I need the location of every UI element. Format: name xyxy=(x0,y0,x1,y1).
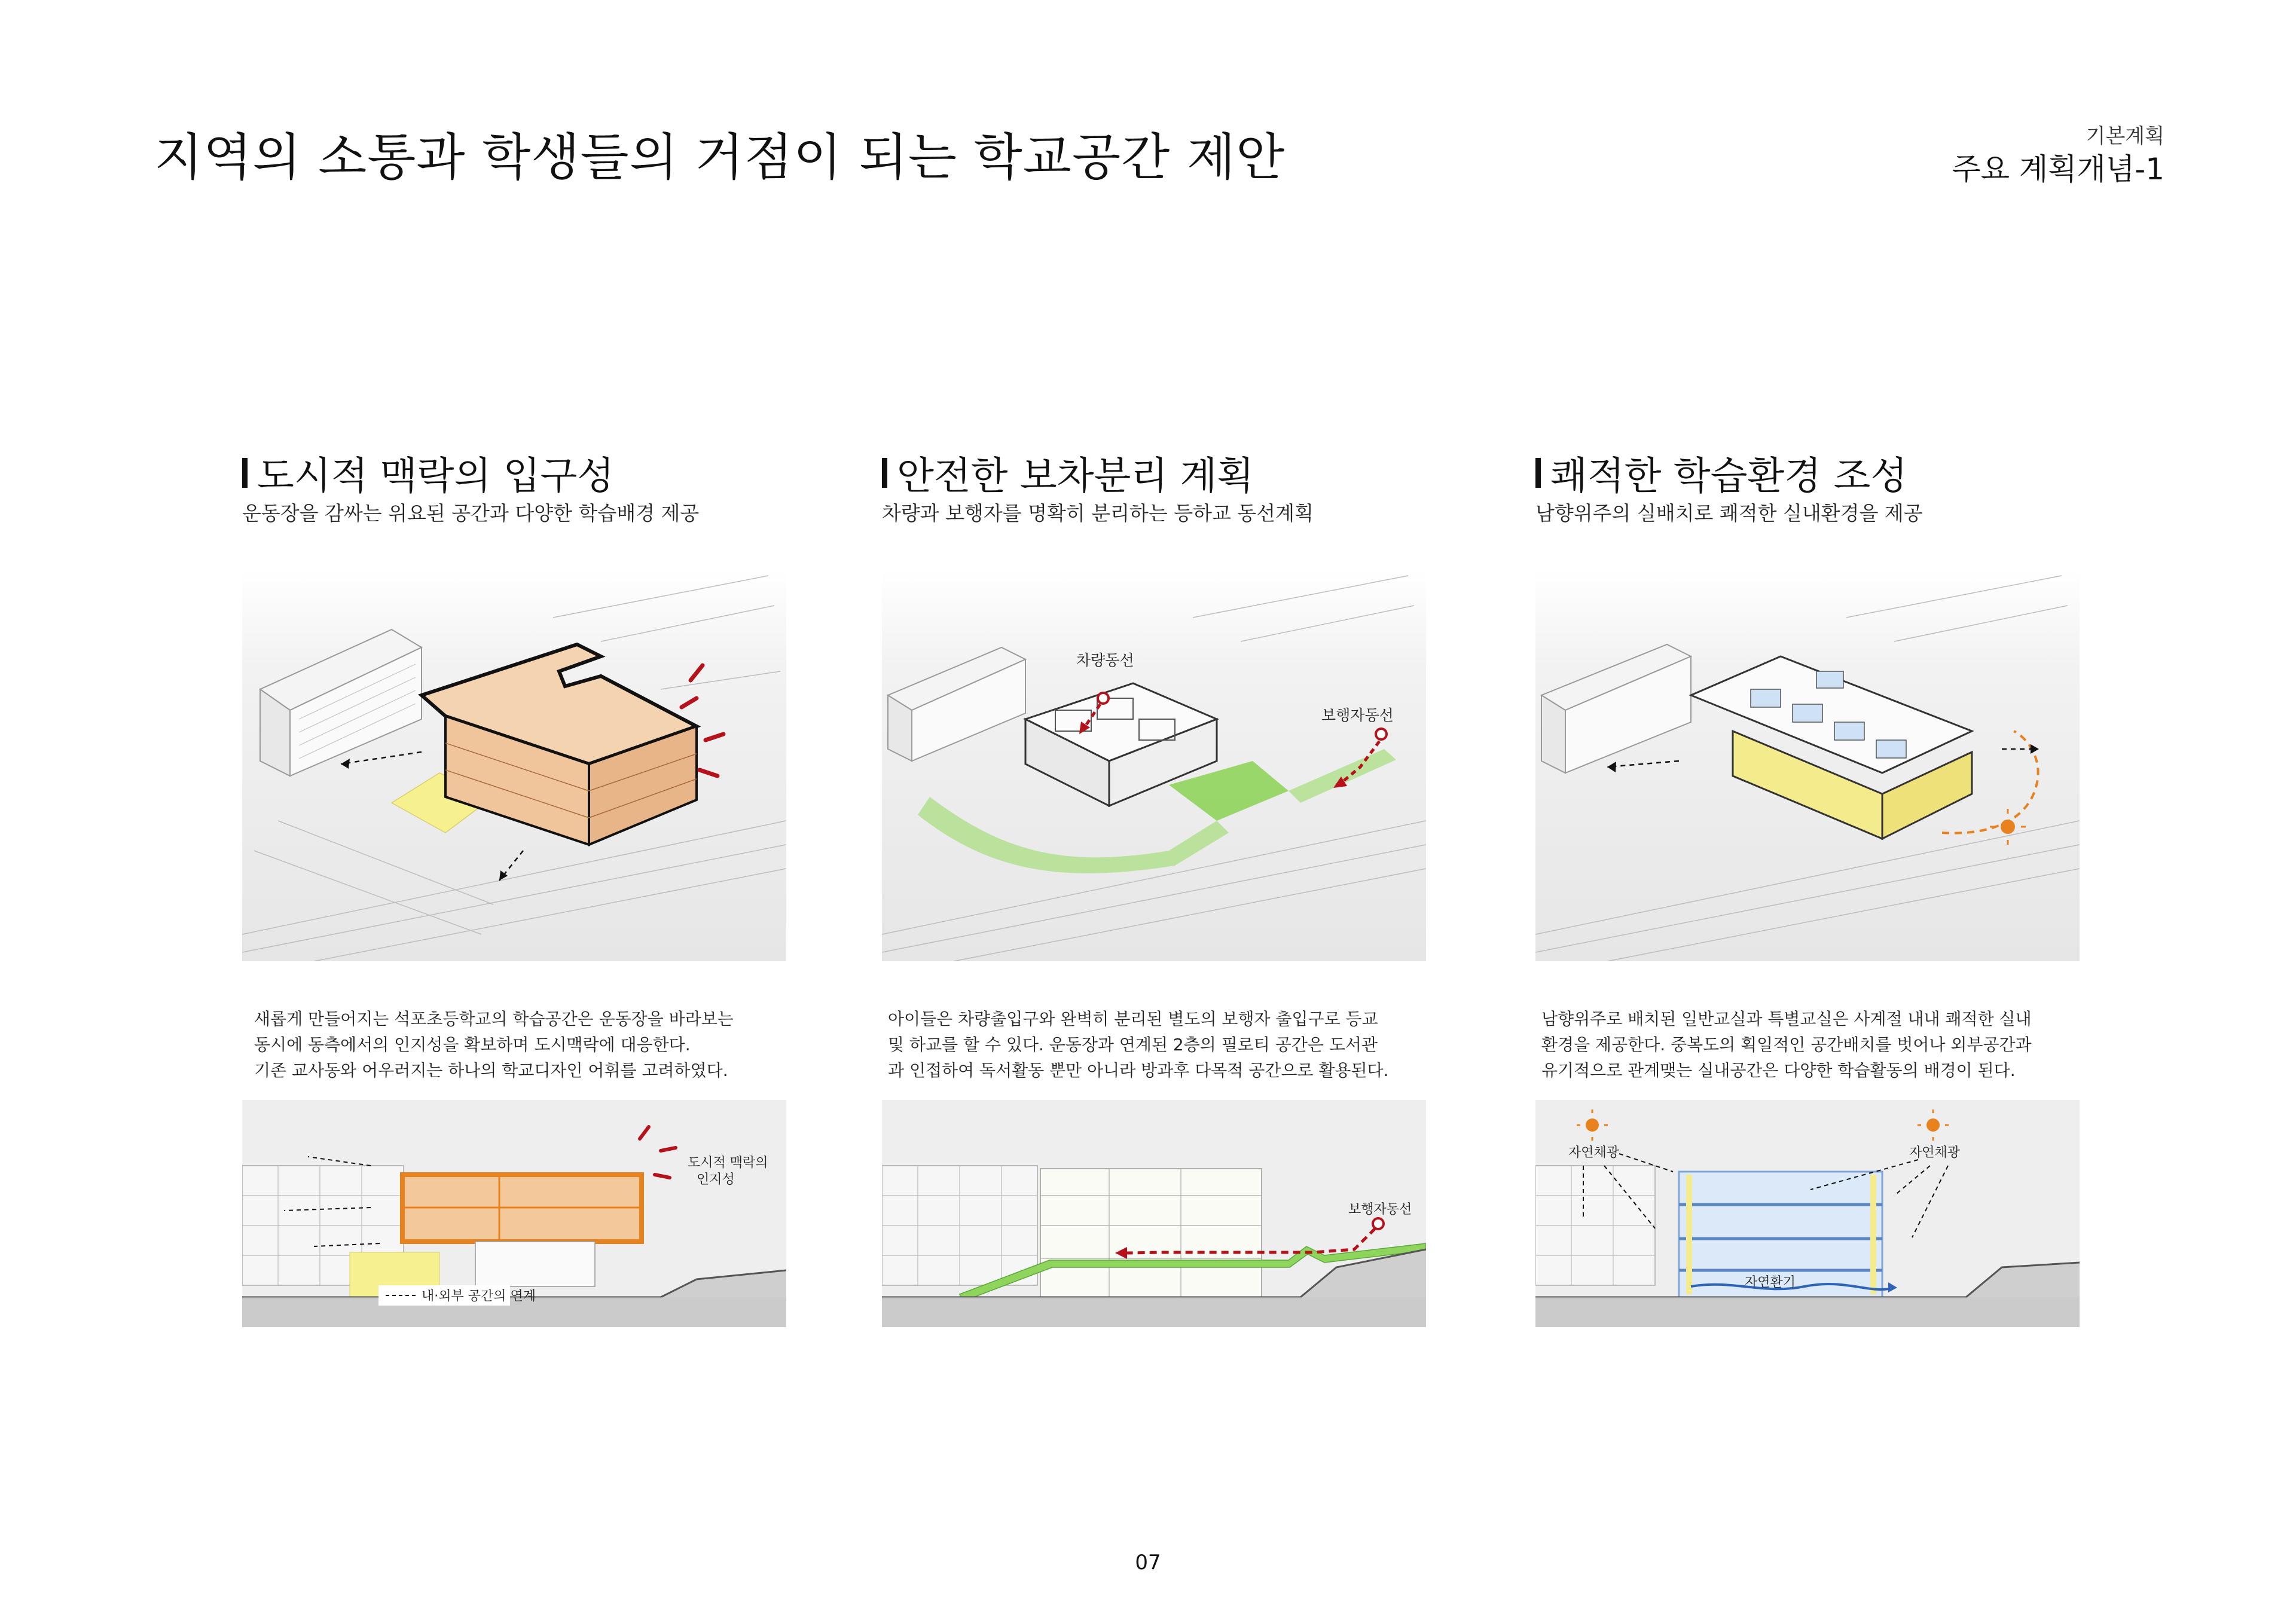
pedestrian-route-label: 보행자동선 xyxy=(1321,707,1394,724)
section-diagram-learning-environment xyxy=(1535,1100,2080,1327)
desc-line: 및 하교를 할 수 있다. 운동장과 연계된 2층의 필로티 공간은 도서관 xyxy=(888,1035,1378,1055)
column-title-text: 도시적 맥락의 입구성 xyxy=(257,454,615,499)
page-number: 07 xyxy=(1135,1551,1161,1575)
desc-line: 동시에 동측에서의 인지성을 확보하며 도시맥락에 대응한다. xyxy=(254,1035,691,1055)
section-title: 주요 계획개념-1 xyxy=(1952,152,2164,187)
desc-line: 환경을 제공한다. 중복도의 획일적인 공간배치를 벗어나 외부공간과 xyxy=(1541,1035,2032,1055)
connection-label: 내·외부 공간의 연계 xyxy=(422,1289,536,1304)
pedestrian-route-label: 보행자동선 xyxy=(1348,1202,1412,1217)
ventilation-label: 자연환기 xyxy=(1745,1275,1796,1290)
page-title: 지역의 소통과 학생들의 거점이 되는 학교공간 제안 xyxy=(154,128,1286,187)
axonometric-diagram-learning-environment xyxy=(1535,570,2080,961)
section-label: 기본계획 xyxy=(2086,124,2164,148)
column-title-text: 쾌적한 학습환경 조성 xyxy=(1550,454,1908,499)
title-bar-marker xyxy=(1535,458,1541,488)
desc-line: 남향위주로 배치된 일반교실과 특별교실은 사계절 내내 쾌적한 실내 xyxy=(1541,1009,2032,1029)
column-subtitle: 남향위주의 실배치로 쾌적한 실내환경을 제공 xyxy=(1535,502,1923,525)
column-subtitle: 차량과 보행자를 명확히 분리하는 등하교 동선계획 xyxy=(882,502,1314,525)
column-title xyxy=(1535,445,1907,500)
desc-line: 새롭게 만들어지는 석포초등학교의 학습공간은 운동장을 바라보는 xyxy=(254,1009,734,1029)
daylight-label-left: 자연채광 xyxy=(1568,1145,1620,1160)
vehicle-route-label: 차량동선 xyxy=(1076,652,1134,669)
recognition-label-line2: 인지성 xyxy=(697,1172,735,1187)
recognition-label: 도시적 맥락의 xyxy=(688,1156,768,1170)
column-subtitle: 운동장을 감싸는 위요된 공간과 다양한 학습배경 제공 xyxy=(242,502,700,525)
desc-line: 아이들은 차량출입구와 완벽히 분리된 별도의 보행자 출입구로 등교 xyxy=(888,1009,1378,1029)
column-title-text: 안전한 보차분리 계획 xyxy=(897,454,1254,499)
desc-line: 기존 교사동와 어우러지는 하나의 학교디자인 어휘를 고려하였다. xyxy=(254,1060,728,1080)
desc-line: 과 인접하여 독서활동 뿐만 아니라 방과후 다목적 공간으로 활용된다. xyxy=(888,1060,1389,1080)
column-description xyxy=(1541,1006,2032,1083)
desc-line: 유기적으로 관계맺는 실내공간은 다양한 학습활동의 배경이 된다. xyxy=(1541,1060,2016,1080)
daylight-label-right: 자연채광 xyxy=(1909,1145,1961,1160)
